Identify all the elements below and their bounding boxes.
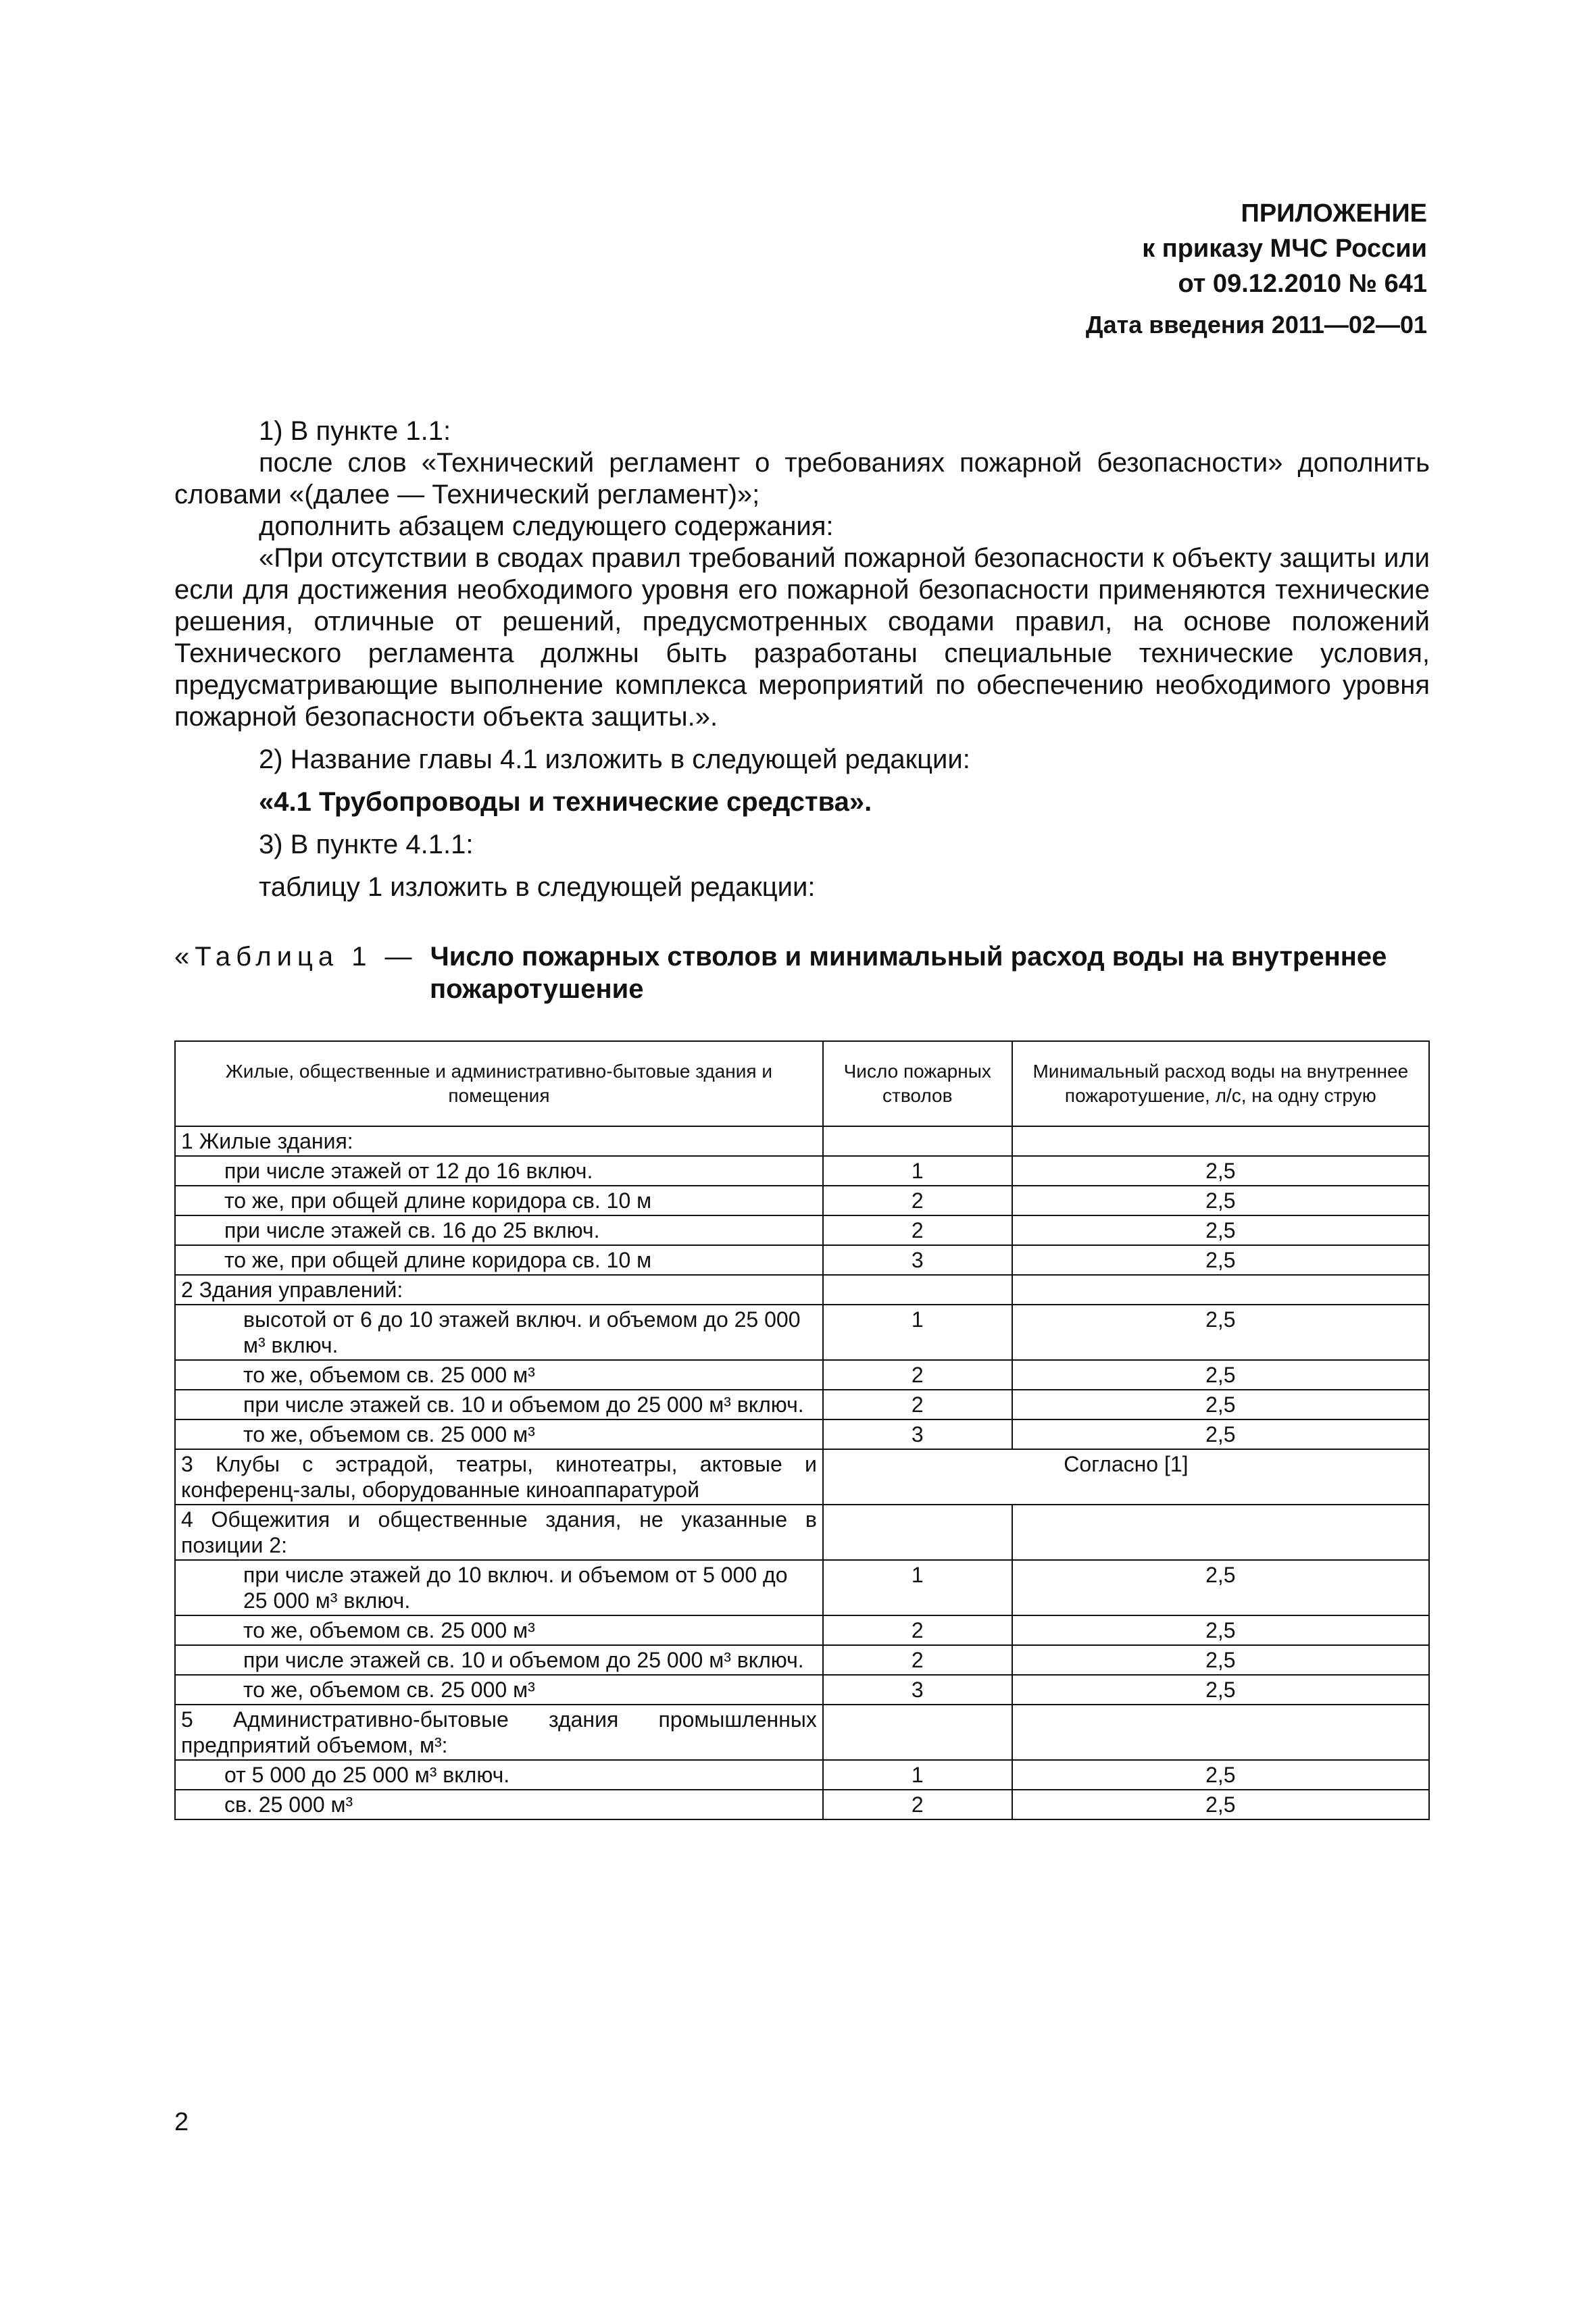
row-hose-count: 2 <box>823 1645 1012 1675</box>
paragraph-2: после слов «Технический регламент о требованиях пожарной безопасности» дополнить словами «(далее — Технический регламент)»; <box>174 448 1430 509</box>
table-caption-lead: «Таблица 1 — <box>174 942 430 972</box>
table-header-row <box>175 1041 1429 1126</box>
row-hose-count: 1 <box>823 1560 1012 1615</box>
row-water-flow: 2,5 <box>1012 1615 1429 1645</box>
table-row <box>175 1360 1429 1390</box>
row-water-flow <box>1012 1505 1429 1560</box>
table-row <box>175 1615 1429 1645</box>
order-reference: к приказу МЧС России <box>1142 234 1427 263</box>
row-building-type: 5 Административно-бытовые здания промышленных предприятий объемом, м³: <box>175 1705 823 1760</box>
table-caption-title: Число пожарных стволов и минимальный расход воды на внутреннее <box>430 942 1387 972</box>
row-building-type: то же, объемом св. 25 000 м³ <box>175 1419 823 1449</box>
table-row <box>175 1560 1429 1615</box>
row-building-type: то же, объемом св. 25 000 м³ <box>175 1675 823 1705</box>
page-number: 2 <box>174 2108 189 2136</box>
row-water-flow: 2,5 <box>1012 1360 1429 1390</box>
table-row <box>175 1790 1429 1819</box>
row-building-type: то же, при общей длине коридора св. 10 м <box>175 1186 823 1215</box>
header-hose-count: Число пожарных стволов <box>823 1041 1012 1126</box>
row-hose-count <box>823 1126 1012 1156</box>
table-row <box>175 1645 1429 1675</box>
amendment-text <box>174 416 1430 903</box>
fire-hose-table <box>174 1040 1430 1820</box>
table-row <box>175 1156 1429 1186</box>
row-hose-count: 1 <box>823 1156 1012 1186</box>
table-body <box>175 1126 1429 1819</box>
row-hose-count: 2 <box>823 1215 1012 1245</box>
row-building-type: св. 25 000 м³ <box>175 1790 823 1819</box>
table-row <box>175 1505 1429 1560</box>
table-row <box>175 1449 1429 1505</box>
row-merged-value: Согласно [1] <box>823 1449 1429 1505</box>
table-row <box>175 1675 1429 1705</box>
row-building-type: при числе этажей св. 10 и объемом до 25 000 м³ включ. <box>175 1645 823 1675</box>
table-row <box>175 1275 1429 1305</box>
order-date-number: от 09.12.2010 № 641 <box>1178 270 1427 298</box>
row-building-type: то же, при общей длине коридора св. 10 м <box>175 1245 823 1275</box>
row-building-type: 2 Здания управлений: <box>175 1275 823 1305</box>
row-water-flow: 2,5 <box>1012 1560 1429 1615</box>
chapter-title: «4.1 Трубопроводы и технические средства». <box>259 787 872 817</box>
table-row <box>175 1245 1429 1275</box>
row-water-flow: 2,5 <box>1012 1675 1429 1705</box>
row-hose-count <box>823 1705 1012 1760</box>
row-water-flow: 2,5 <box>1012 1645 1429 1675</box>
row-building-type: при числе этажей св. 16 до 25 включ. <box>175 1215 823 1245</box>
table-caption-title-cont: пожаротушение <box>430 974 644 1004</box>
row-water-flow: 2,5 <box>1012 1305 1429 1360</box>
row-water-flow: 2,5 <box>1012 1245 1429 1275</box>
row-water-flow: 2,5 <box>1012 1419 1429 1449</box>
appendix-header <box>1142 196 1427 301</box>
paragraph-7: 3) В пункте 4.1.1: <box>259 830 474 859</box>
row-hose-count <box>823 1505 1012 1560</box>
row-building-type: 1 Жилые здания: <box>175 1126 823 1156</box>
table-row <box>175 1305 1429 1360</box>
row-hose-count: 1 <box>823 1305 1012 1360</box>
table-row <box>175 1705 1429 1760</box>
row-water-flow: 2,5 <box>1012 1186 1429 1215</box>
table-row <box>175 1186 1429 1215</box>
row-water-flow: 2,5 <box>1012 1156 1429 1186</box>
introduction-date: Дата введения 2011—02—01 <box>1085 311 1427 338</box>
row-building-type: высотой от 6 до 10 этажей включ. и объемом до 25 000 м³ включ. <box>175 1305 823 1360</box>
row-water-flow: 2,5 <box>1012 1760 1429 1790</box>
header-building-type: Жилые, общественные и административно-бытовые здания и помещения <box>175 1041 823 1126</box>
row-water-flow <box>1012 1126 1429 1156</box>
row-hose-count: 2 <box>823 1186 1012 1215</box>
row-building-type: от 5 000 до 25 000 м³ включ. <box>175 1760 823 1790</box>
table-row <box>175 1419 1429 1449</box>
row-water-flow: 2,5 <box>1012 1390 1429 1419</box>
row-building-type: при числе этажей до 10 включ. и объемом от 5 000 до 25 000 м³ включ. <box>175 1560 823 1615</box>
table-row <box>175 1126 1429 1156</box>
paragraph-3: дополнить абзацем следующего содержания: <box>259 511 834 541</box>
row-hose-count <box>823 1275 1012 1305</box>
row-hose-count: 3 <box>823 1419 1012 1449</box>
paragraph-1: 1) В пункте 1.1: <box>259 416 451 446</box>
table-row <box>175 1760 1429 1790</box>
row-hose-count: 3 <box>823 1675 1012 1705</box>
row-water-flow <box>1012 1705 1429 1760</box>
row-building-type: при числе этажей св. 10 и объемом до 25 000 м³ включ. <box>175 1390 823 1419</box>
row-hose-count: 2 <box>823 1390 1012 1419</box>
row-hose-count: 3 <box>823 1245 1012 1275</box>
paragraph-8: таблицу 1 изложить в следующей редакции: <box>259 872 816 902</box>
row-hose-count: 2 <box>823 1360 1012 1390</box>
header-water-flow: Минимальный расход воды на внутреннее пожаротушение, л/с, на одну струю <box>1012 1041 1429 1126</box>
row-water-flow <box>1012 1275 1429 1305</box>
row-hose-count: 1 <box>823 1760 1012 1790</box>
row-hose-count: 2 <box>823 1615 1012 1645</box>
row-building-type: то же, объемом св. 25 000 м³ <box>175 1615 823 1645</box>
row-water-flow: 2,5 <box>1012 1790 1429 1819</box>
row-building-type: 3 Клубы с эстрадой, театры, кинотеатры, актовые и конференц-залы, оборудованные киноаппаратурой <box>175 1449 823 1505</box>
table-row <box>175 1390 1429 1419</box>
row-water-flow: 2,5 <box>1012 1215 1429 1245</box>
row-building-type: 4 Общежития и общественные здания, не указанные в позиции 2: <box>175 1505 823 1560</box>
appendix-title: ПРИЛОЖЕНИЕ <box>1241 199 1427 228</box>
row-building-type: при числе этажей от 12 до 16 включ. <box>175 1156 823 1186</box>
paragraph-5: 2) Название главы 4.1 изложить в следующей редакции: <box>259 745 970 774</box>
row-building-type: то же, объемом св. 25 000 м³ <box>175 1360 823 1390</box>
paragraph-4: «При отсутствии в сводах правил требований пожарной безопасности к объекту защиты или если для достижения необходимого уровня его пожарной безопасности применяются технические решения, отличные от решений, предусмотренных сводами правил, на основе положений Технического регламента должны быть разработаны специальные технические условия, предусматривающие выполнение комплекса мероприятий по обеспечению необходимого уровня пожарной безопасности объекта защиты.». <box>174 543 1430 732</box>
table-caption <box>174 940 1458 1005</box>
table-row <box>175 1215 1429 1245</box>
row-hose-count: 2 <box>823 1790 1012 1819</box>
